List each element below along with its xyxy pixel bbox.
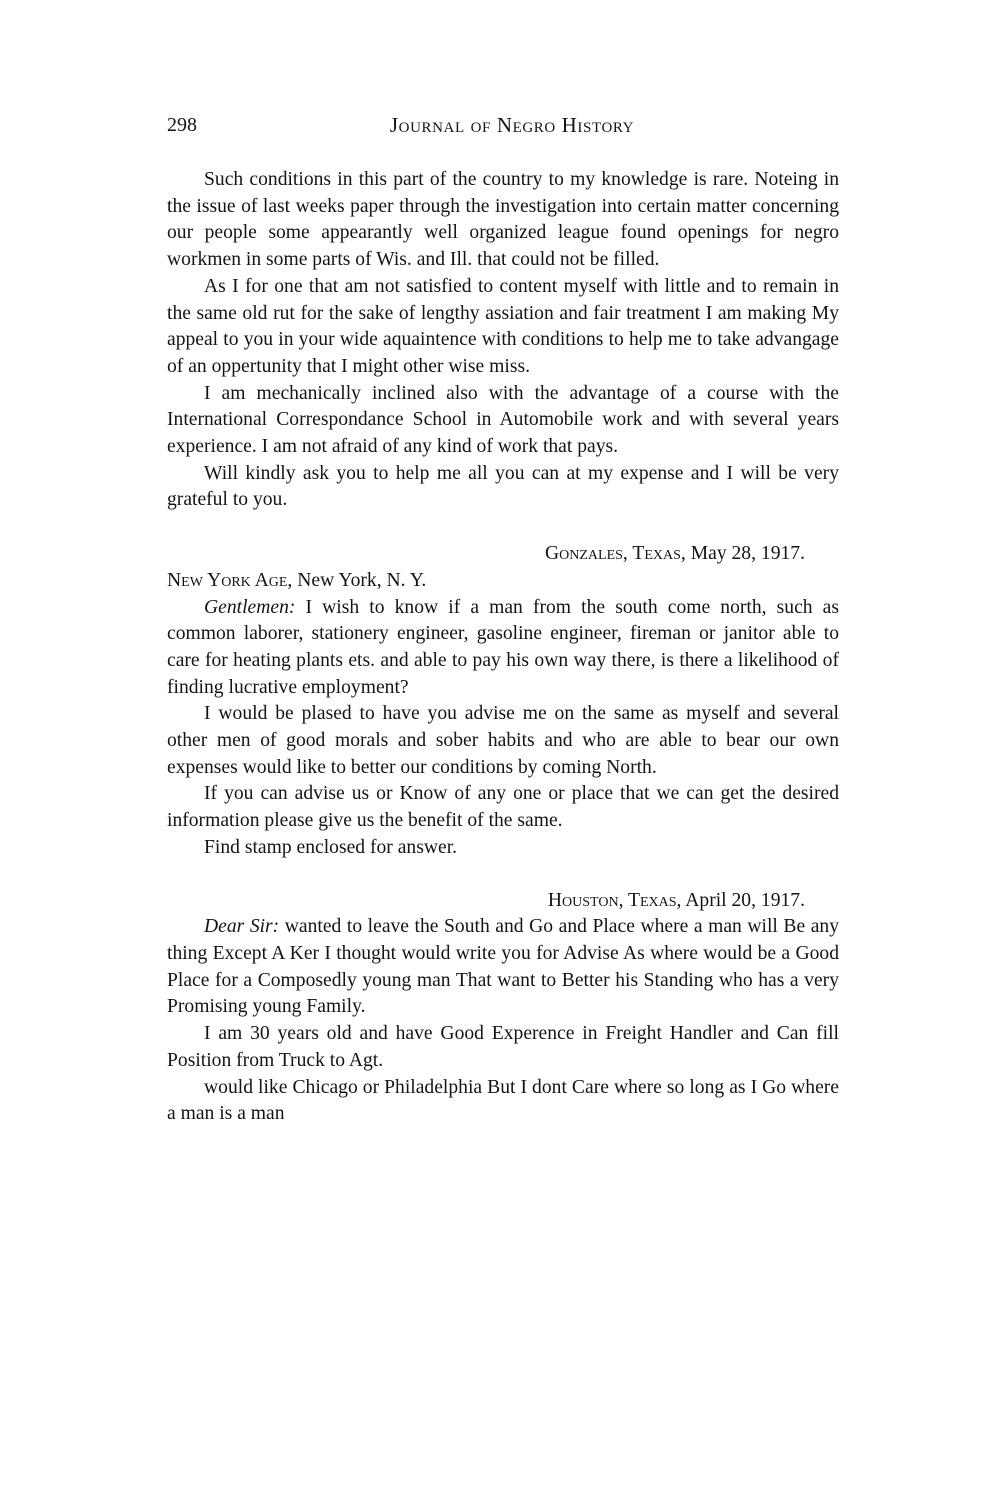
letter-2-paragraph-2: I would be plased to have you advise me on the same as myself and several other men of good morals and sober habits and who are able to bear our own expenses would like to better our conditions by coming North. [167,703,839,778]
salutation: Dear Sir: [204,916,280,938]
salutation: Gentlemen: [204,596,296,618]
letter-3 [167,888,839,1128]
running-head [167,112,839,144]
letter-3-dateline [167,888,839,915]
letter-3-paragraph-1 [167,914,839,1021]
letter-1-paragraph-3: I am mechanically inclined also with the advantage of a course with the International Correspondance School in Automobile work and with several years experience. I am not afraid of any kind of work that pays. [167,382,839,458]
document-page [167,112,839,1128]
letter-3-paragraph-3: would like Chicago or Philadelphia But I dont Care where so long as I Go where a man is a man [167,1076,839,1125]
letter-1-paragraph-2: As I for one that am not satisfied to content myself with little and to remain in the same old rut for the sake of lengthy assiation and fair treatment I am making My appeal to you in your wide aquaintence with conditions to help me to take advangage of an oppertunity that I might other wise miss. [167,275,839,377]
letter-2-paragraph-4: Find stamp enclosed for answer. [204,836,458,858]
addressee-name: New York Age, [167,569,293,591]
addressee-location: New York, N. Y. [292,569,427,591]
letter-3-paragraph-2: I am 30 years old and have Good Experence in Freight Handler and Can fill Position from Truck to Agt. [167,1023,839,1071]
letter-1 [167,167,839,514]
letter-1-paragraph-4: Will kindly ask you to help me all you can at my expense and I will be very grateful to you. [167,462,839,511]
journal-title: Journal of Negro History [389,113,635,137]
paragraph-text: I wish to know if a man from the south come north, such as common laborer, stationery engineer, gasoline engineer, fireman or janitor able to care for heating plants ets. and able to pay his own way there, is there a likelihood of finding lucrative employment? [167,596,839,698]
letter-2-addressee [167,568,839,595]
dateline-place: Gonzales, Texas, [545,543,686,565]
letter-2-dateline [167,541,839,568]
dateline-date: May 28, 1917. [685,543,805,565]
letter-1-paragraph-1: Such conditions in this part of the country to my knowledge is rare. Noteing in the issue of last weeks paper through the investigation into certain matter concerning our people some appearantly well organized league found openings for negro workmen in some parts of Wis. and Ill. that could not be filled. [167,169,839,271]
dateline-place: Houston, Texas, [547,889,682,911]
page-number: 298 [167,114,197,136]
letter-2-paragraph-1 [167,595,839,702]
dateline-date: April 20, 1917. [681,889,805,911]
letter-2-paragraph-3: If you can advise us or Know of any one or place that we can get the desired information please give us the benefit of the same. [167,783,839,832]
letter-2 [167,541,839,861]
paragraph-text: wanted to leave the South and Go and Place where a man will Be any thing Except A Ker I thought would write you for Advise As where would be a Good Place for a Composedly young man That want to Better his Standing who has a very Promising young Family. [167,916,840,1018]
